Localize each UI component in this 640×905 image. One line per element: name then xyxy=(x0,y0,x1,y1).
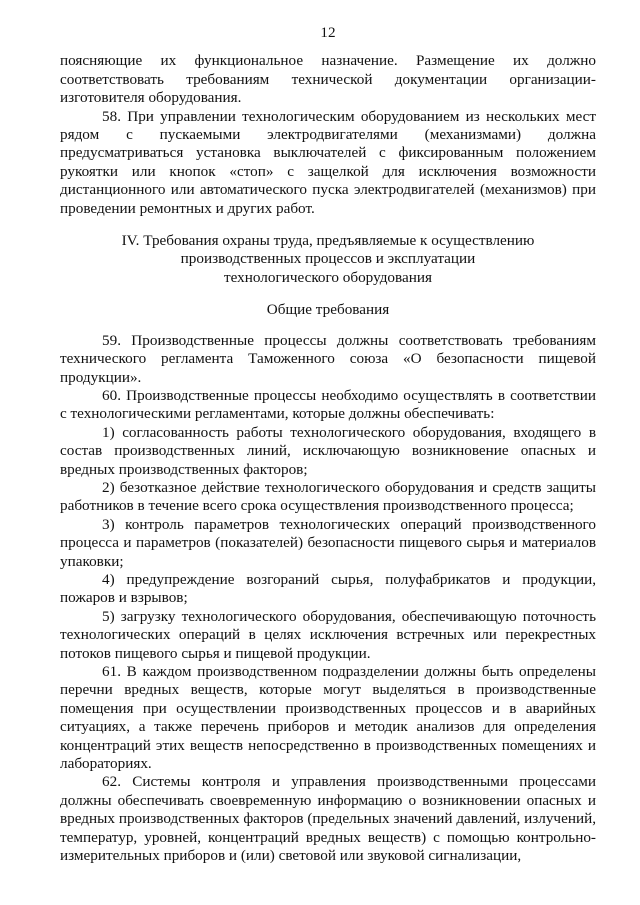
list-item-60-4: 4) предупреждение возгораний сырья, полуфабрикатов и продукции, пожаров и взрывов; xyxy=(60,570,596,607)
subheading: Общие требования xyxy=(266,301,390,319)
list-item-60-3: 3) контроль параметров технологических операций производственного процесса и параметров (показателей) безопасности пищевого сырья и материалов упаковки; xyxy=(60,515,596,570)
paragraph-59: 59. Производственные процессы должны соответствовать требованиям технического регламента Таможенного союза «О безопасности пищевой продукции». xyxy=(60,331,596,386)
list-item-60-1: 1) согласованность работы технологического оборудования, входящего в состав производственных линий, исключающую возникновение опасных и вредных производственных факторов; xyxy=(60,423,596,478)
section-heading-line: технологического оборудования xyxy=(224,268,432,286)
paragraph-61: 61. В каждом производственном подразделении должны быть определены перечни вредных веществ, которые могут выделяться в производственные помещения при осуществлении производственных процессов и в аварийных ситуациях, а также перечень приборов и методик анализов для определения концентраций этих веществ непосредственно в производственных помещениях и лабораториях. xyxy=(60,663,596,773)
section-heading xyxy=(60,232,596,287)
paragraph-60: 60. Производственные процессы необходимо осуществлять в соответствии с технологическими регламентами, которые должны обеспечивать: xyxy=(60,386,596,423)
page-number: 12 xyxy=(320,24,336,41)
section-heading-line: IV. Требования охраны труда, предъявляемые к осуществлению xyxy=(121,232,535,250)
list-item-60-5: 5) загрузку технологического оборудования, обеспечивающую поточность технологических операций в целях исключения встречных или перекрестных потоков пищевого сырья и пищевой продукции. xyxy=(60,607,596,662)
section-heading-line: производственных процессов и эксплуатации xyxy=(180,250,476,268)
list-item-60-2: 2) безотказное действие технологического оборудования и средств защиты работников в течение всего срока осуществления производственного процесса; xyxy=(60,478,596,515)
document-page xyxy=(60,24,596,865)
paragraph-continuation: поясняющие их функциональное назначение. Размещение их должно соответствовать требованиям технической документации организации-изготовителя оборудования. xyxy=(60,52,596,107)
paragraph-62: 62. Системы контроля и управления производственными процессами должны обеспечивать своевременную информацию о возникновении опасных и вредных производственных факторов (предельных значений давлений, излучений, температур, уровней, концентраций вредных веществ) с помощью контрольно-измерительных приборов и (или) световой или звуковой сигнализации, xyxy=(60,773,596,865)
paragraph-58: 58. При управлении технологическим оборудованием из нескольких мест рядом с пускаемыми электродвигателями (механизмами) должна предусматриваться установка выключателей с фиксированным положением рукоятки или кнопок «стоп» с защелкой для исключения возможности дистанционного или автоматического пуска электродвигателей (механизмов) при проведении ремонтных и других работ. xyxy=(60,107,596,217)
